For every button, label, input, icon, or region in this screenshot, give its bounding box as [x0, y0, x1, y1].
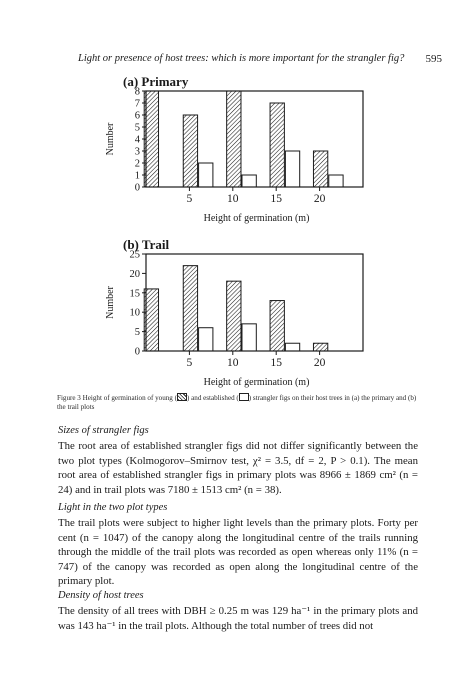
- bar-young: [313, 343, 327, 351]
- x-tick-label: 5: [186, 357, 193, 369]
- y-tick-label: 0: [134, 346, 140, 358]
- bar-established: [199, 328, 213, 351]
- section-text-sizes: [58, 439, 418, 497]
- y-tick-label: 8: [134, 86, 140, 98]
- x-axis-label: Height of germination (m): [203, 213, 310, 224]
- paragraph: The density of all trees with DBH ≥ 0.25 m was 129 ha⁻¹ in the primary plots and was 143 ha⁻¹ in the trail plots. Although the total number of trees did not: [58, 605, 418, 632]
- y-axis-label: Number: [105, 286, 116, 319]
- x-tick-label: 20: [313, 357, 326, 369]
- running-title: Light or presence of host trees: which is more important for the strangler fig?: [78, 53, 405, 64]
- section-text-density: [58, 604, 418, 633]
- x-tick-label: 15: [270, 193, 282, 205]
- x-tick-label: 5: [186, 193, 193, 205]
- x-tick-label: 10: [227, 357, 239, 369]
- y-axis-label: Number: [105, 122, 116, 156]
- bar-established: [285, 343, 299, 351]
- hatched-legend-swatch: [177, 393, 187, 401]
- chart-title: (b) Trail: [123, 237, 170, 252]
- section-heading-light: Light in the two plot types: [58, 502, 168, 513]
- section-text-light: [58, 516, 418, 589]
- y-tick-label: 25: [129, 249, 140, 261]
- section-heading-density: Density of host trees: [58, 590, 144, 601]
- y-tick-label: 4: [134, 134, 140, 146]
- page-number: 595: [425, 53, 442, 65]
- section-heading-sizes: Sizes of strangler figs: [58, 425, 149, 436]
- y-tick-label: 6: [134, 110, 140, 122]
- open-legend-swatch: [239, 393, 249, 401]
- x-axis-label: Height of germination (m): [203, 377, 310, 388]
- caption-middle: ) and established (: [186, 394, 239, 402]
- x-tick-label: 20: [313, 193, 326, 205]
- bar-young: [183, 266, 197, 351]
- y-tick-label: 1: [134, 170, 140, 182]
- chart-title: (a) Primary: [123, 74, 189, 89]
- x-tick-label: 10: [227, 193, 239, 205]
- y-tick-label: 15: [129, 288, 140, 300]
- figure-caption: [57, 393, 417, 412]
- paragraph: The root area of established strangler figs did not differ significantly between the two plot types (Kolmogorov–Smirnov test, χ² = 3.5, df = 2, P > 0.1). The mean root area of established strangler figs in primary plots was 8966 ± 1869 cm² (n = 24) and in trail plots was 7180 ± 1513 cm² (n = 38).: [58, 440, 418, 496]
- x-tick-label: 15: [270, 357, 282, 369]
- caption-suffix: ) strangler figs on their host trees in (a) the primary and (b) the trail plots: [57, 394, 417, 411]
- bar-young: [270, 301, 284, 351]
- y-tick-label: 5: [134, 327, 140, 339]
- y-tick-label: 10: [129, 307, 140, 319]
- y-tick-label: 3: [134, 146, 140, 158]
- y-tick-label: 2: [134, 158, 140, 170]
- bar-young: [227, 281, 241, 351]
- y-tick-label: 20: [129, 268, 140, 280]
- y-tick-label: 7: [134, 98, 140, 110]
- y-tick-label: 0: [134, 182, 140, 194]
- y-tick-label: 5: [134, 122, 140, 134]
- caption-prefix: Figure 3 Height of germination of young (: [57, 394, 177, 402]
- bar-established: [242, 324, 256, 351]
- paragraph: The trail plots were subject to higher light levels than the primary plots. Forty per cent (n = 1047) of the canopy along the longitudinal centre of the trails running through the middle of the trail plots was recorded as open whereas only 11% (n = 747) of the canopy was recorded as open along the longitudinal centre of the primary plot.: [58, 517, 418, 587]
